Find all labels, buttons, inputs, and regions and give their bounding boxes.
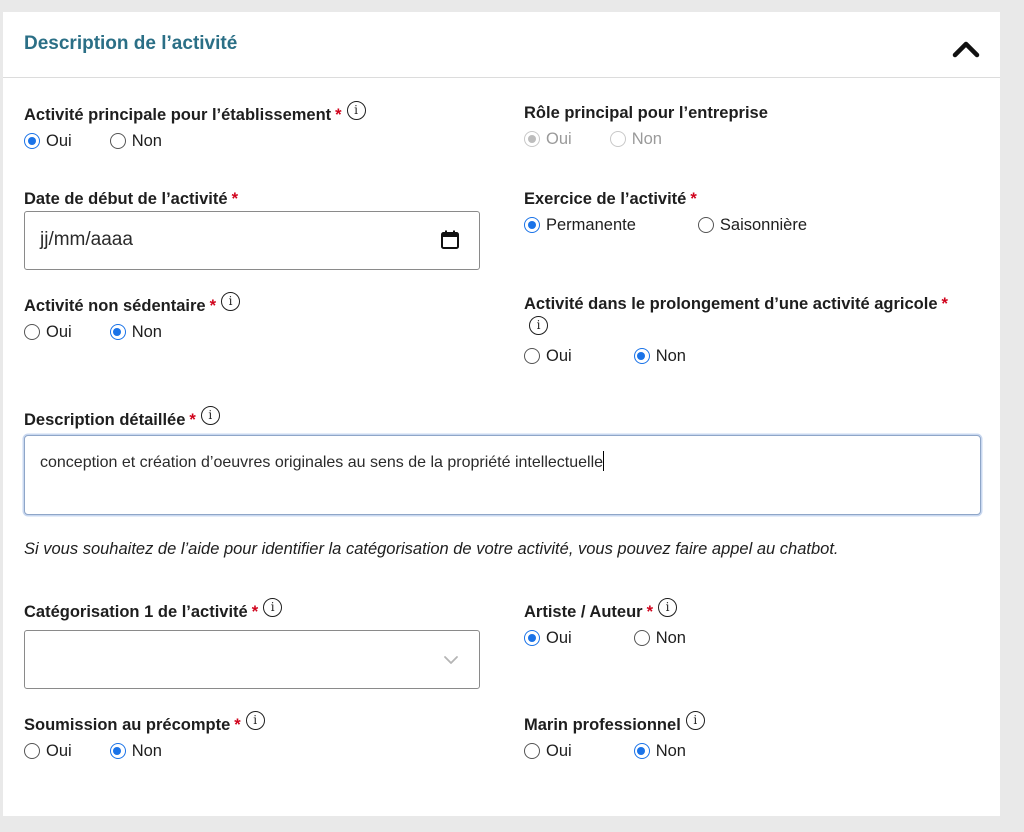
radio-non[interactable]: Non <box>634 347 686 366</box>
radio-indicator <box>524 630 540 646</box>
radio-indicator <box>110 743 126 759</box>
info-icon[interactable]: i <box>658 598 677 617</box>
field-non-sedentaire <box>24 292 240 343</box>
radio-oui[interactable]: Oui <box>24 132 72 151</box>
required-marker: * <box>234 716 241 734</box>
field-artiste <box>524 598 686 649</box>
info-icon[interactable]: i <box>201 406 220 425</box>
radio-indicator <box>634 743 650 759</box>
collapse-button[interactable] <box>951 37 981 59</box>
description-textarea[interactable] <box>24 435 981 515</box>
radio-saisonniere[interactable]: Saisonnière <box>698 216 807 235</box>
calendar-icon[interactable] <box>441 230 459 249</box>
required-marker: * <box>941 295 948 313</box>
field-label: Marin professionnel i <box>524 711 705 737</box>
field-label: Activité principale pour l’établissement * i <box>24 101 366 127</box>
date-input[interactable] <box>24 211 480 270</box>
required-marker: * <box>646 603 653 621</box>
radio-indicator <box>24 133 40 149</box>
field-label: Date de début de l’activité * <box>24 190 238 208</box>
help-text: Si vous souhaitez de l’aide pour identifier la catégorisation de votre activité, vous pouvez faire appel au chatbot. <box>24 540 839 558</box>
text-caret <box>603 451 604 471</box>
field-label: Activité dans le prolongement d’une activité agricole *i <box>524 292 954 342</box>
radio-non: Non <box>610 130 662 149</box>
field-label: Catégorisation 1 de l’activité * i <box>24 598 282 624</box>
radio-non[interactable]: Non <box>634 742 686 761</box>
field-description <box>24 406 220 432</box>
radio-oui: Oui <box>524 130 572 149</box>
info-icon[interactable]: i <box>347 101 366 120</box>
activity-description-panel <box>3 12 1000 816</box>
chevron-down-icon <box>443 655 459 665</box>
date-placeholder: jj/mm/aaaa <box>40 229 133 250</box>
radio-oui[interactable]: Oui <box>524 742 572 761</box>
field-prolongement <box>524 292 954 367</box>
field-label: Artiste / Auteur * i <box>524 598 686 624</box>
description-value: conception et création d’oeuvres originales au sens de la propriété intellectuelle <box>40 451 604 472</box>
field-role-principal <box>524 101 768 150</box>
info-icon[interactable]: i <box>221 292 240 311</box>
required-marker: * <box>335 106 342 124</box>
field-categorisation <box>24 598 282 624</box>
field-label: Activité non sédentaire * i <box>24 292 240 318</box>
field-label: Exercice de l’activité * <box>524 190 697 208</box>
field-date-debut <box>24 187 238 211</box>
required-marker: * <box>690 190 697 208</box>
radio-indicator <box>24 324 40 340</box>
required-marker: * <box>209 297 216 315</box>
required-marker: * <box>231 190 238 208</box>
radio-indicator <box>524 348 540 364</box>
field-marin <box>524 711 705 762</box>
radio-oui[interactable]: Oui <box>24 323 72 342</box>
radio-indicator <box>634 630 650 646</box>
radio-indicator <box>110 324 126 340</box>
required-marker: * <box>189 411 196 429</box>
field-label: Description détaillée * i <box>24 406 220 432</box>
panel-header[interactable] <box>3 12 1000 78</box>
field-label: Rôle principal pour l’entreprise <box>524 104 768 122</box>
categorisation-select[interactable] <box>24 630 480 689</box>
radio-indicator <box>524 217 540 233</box>
required-marker: * <box>251 603 259 621</box>
radio-indicator <box>524 131 540 147</box>
field-activite-principale <box>24 101 366 152</box>
info-icon[interactable]: i <box>246 711 265 730</box>
radio-indicator <box>24 743 40 759</box>
radio-oui[interactable]: Oui <box>524 347 572 366</box>
radio-indicator <box>524 743 540 759</box>
radio-non[interactable]: Non <box>110 742 162 761</box>
info-icon[interactable]: i <box>529 316 548 335</box>
chevron-up-icon <box>951 37 981 59</box>
radio-indicator <box>634 348 650 364</box>
field-precompte <box>24 711 265 762</box>
radio-non[interactable]: Non <box>110 323 162 342</box>
radio-non[interactable]: Non <box>110 132 162 151</box>
radio-indicator <box>610 131 626 147</box>
radio-indicator <box>698 217 714 233</box>
field-label: Soumission au précompte * i <box>24 711 265 737</box>
field-exercice <box>524 187 807 236</box>
radio-permanente[interactable]: Permanente <box>524 216 636 235</box>
info-icon[interactable]: i <box>686 711 705 730</box>
info-icon[interactable]: i <box>263 598 282 617</box>
radio-indicator <box>110 133 126 149</box>
radio-oui[interactable]: Oui <box>524 629 572 648</box>
radio-non[interactable]: Non <box>634 629 686 648</box>
radio-oui[interactable]: Oui <box>24 742 72 761</box>
panel-title: Description de l’activité <box>24 33 238 54</box>
